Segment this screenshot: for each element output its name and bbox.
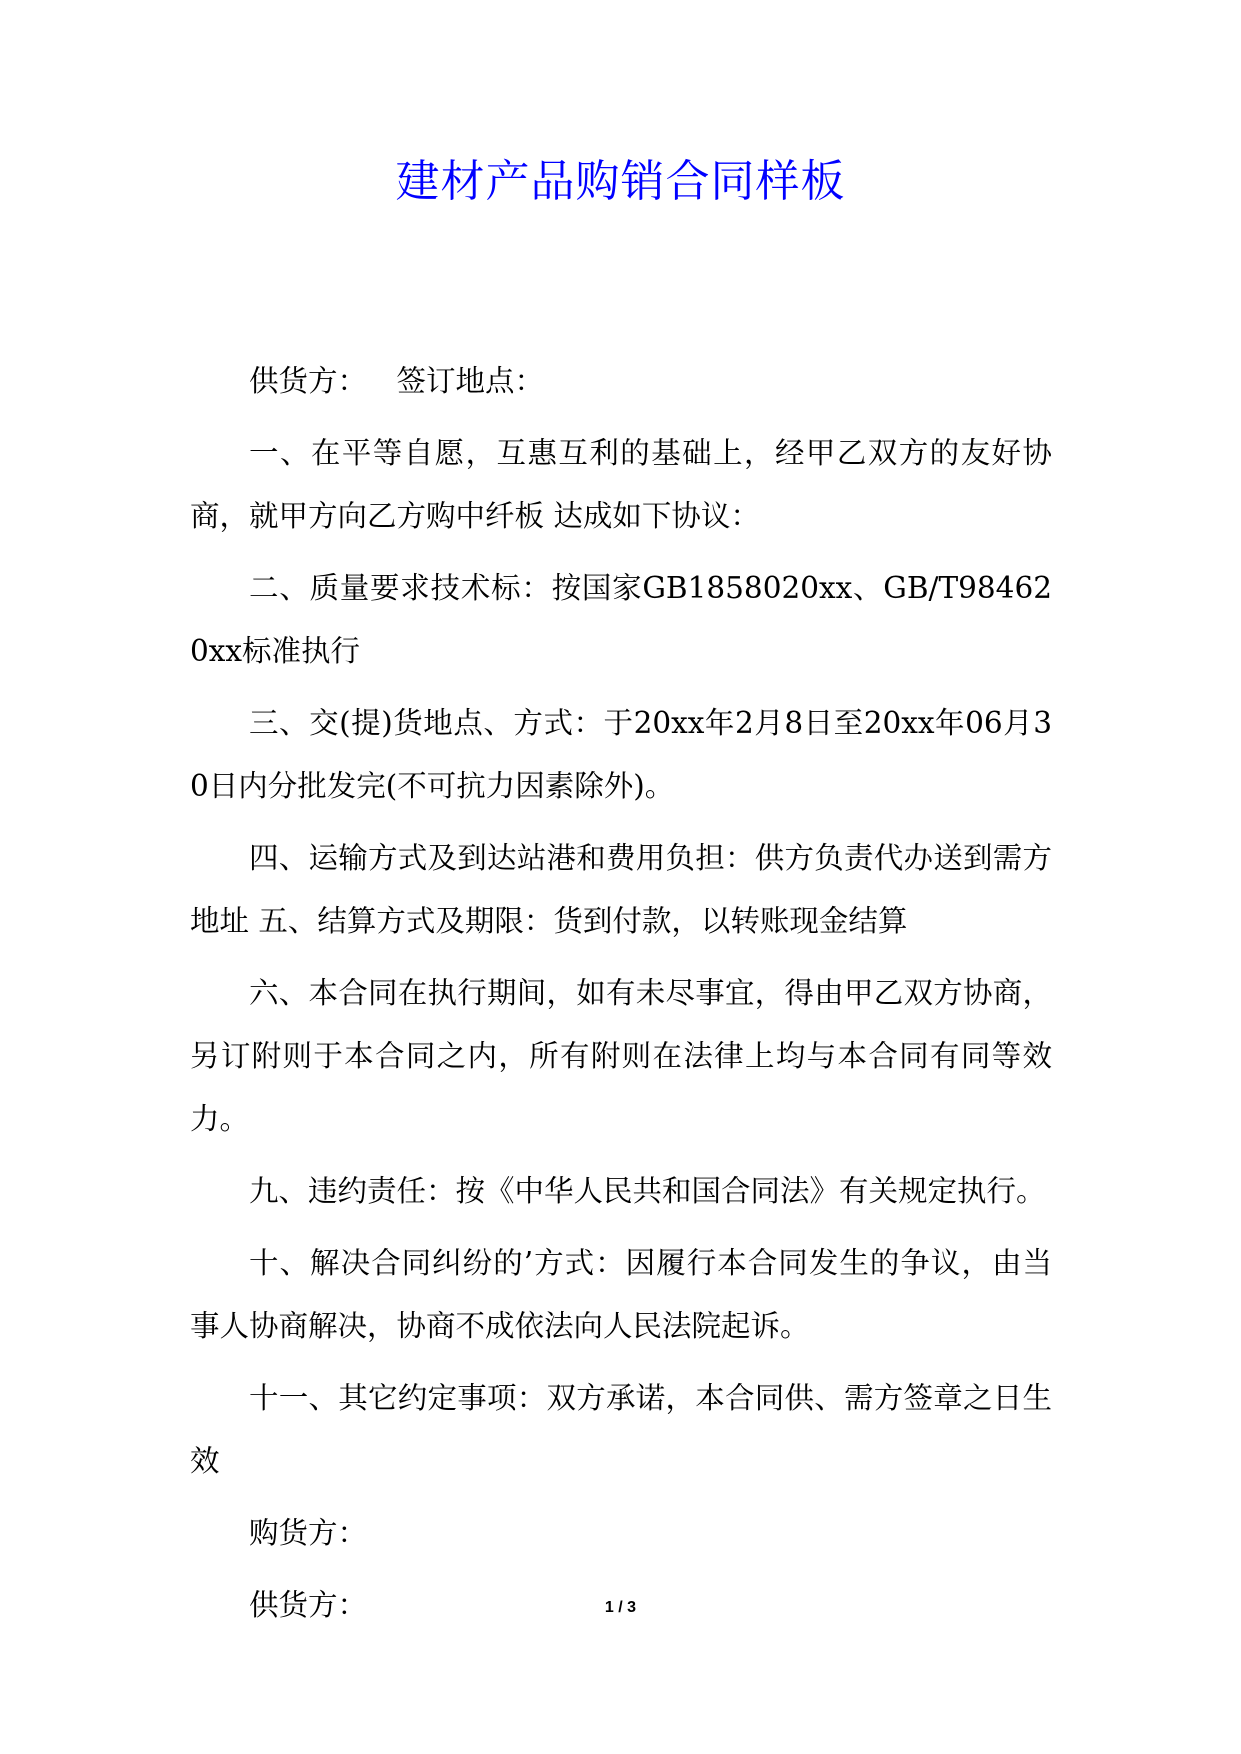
clause-1: 一、在平等自愿，互惠互利的基础上，经甲乙双方的友好协商，就甲方向乙方购中纤板 达成如下协议： — [190, 436, 1052, 533]
party-place-line — [190, 350, 1052, 413]
signing-place-label: 签订地点： — [396, 364, 545, 398]
clause-11: 十一、其它约定事项：双方承诺，本合同供、需方签章之日生效 — [190, 1381, 1052, 1478]
clause-6: 六、本合同在执行期间，如有未尽事宜，得由甲乙双方协商，另订附则于本合同之内，所有附则在法律上均与本合同有同等效力。 — [190, 976, 1052, 1136]
supplier-signature-label: 供货方： — [249, 1588, 368, 1622]
clause-4-5: 四、运输方式及到达站港和费用负担：供方负责代办送到需方地址 五、结算方式及期限：货到付款，以转账现金结算 — [190, 841, 1052, 938]
supplier-label: 供货方： — [249, 364, 368, 398]
clause-3: 三、交(提)货地点、方式：于20xx年2月8日至20xx年06月30日内分批发完(不可抗力因素除外)。 — [190, 706, 1052, 803]
clause-10: 十、解决合同纠纷的’方式：因履行本合同发生的争议，由当事人协商解决，协商不成依法向人民法院起诉。 — [190, 1246, 1052, 1343]
clause-2: 二、质量要求技术标：按国家GB1858020xx、GB/T984620xx标准执行 — [190, 571, 1052, 668]
buyer-signature-label: 购货方： — [249, 1516, 368, 1550]
clause-9: 九、违约责任：按《中华人民共和国合同法》有关规定执行。 — [249, 1174, 1046, 1208]
page-number: 1 / 3 — [604, 1599, 637, 1616]
document-title: 建材产品购销合同样板 — [395, 156, 846, 207]
contract-body — [190, 350, 1052, 1646]
